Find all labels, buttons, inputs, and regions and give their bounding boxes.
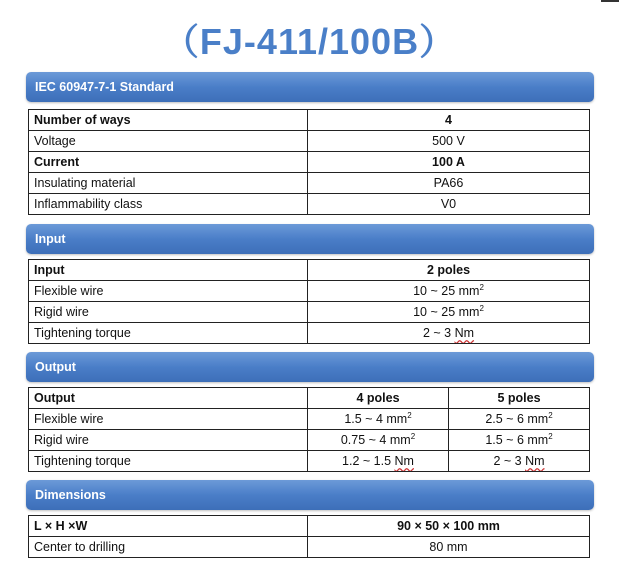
row-value: 0.75 ~ 4 $mm^2$	[308, 430, 449, 451]
row-value: 1.2 ~ 1.5 Nm	[308, 451, 449, 472]
row-value: 10 ~ 25 $mm^2$	[308, 302, 590, 323]
table-row	[29, 451, 590, 472]
table-row	[29, 302, 590, 323]
table-row	[29, 430, 590, 451]
row-value: 10 ~ 25 $mm^2$	[308, 281, 590, 302]
row-label: Flexible wire	[29, 281, 308, 302]
section-heading-output: Output	[35, 360, 76, 374]
row-label: Current	[29, 152, 308, 173]
table-row	[29, 388, 590, 409]
input-table	[28, 259, 590, 344]
section-heading-standard: IEC 60947-7-1 Standard	[35, 80, 174, 94]
table-row	[29, 323, 590, 344]
table-row	[29, 516, 590, 537]
row-value: 1.5 ~ 6 $mm^2$	[449, 430, 590, 451]
row-value: 500 V	[308, 131, 590, 152]
table-row	[29, 281, 590, 302]
section-header-input	[26, 224, 594, 254]
row-label: Number of ways	[29, 110, 308, 131]
row-label: Inflammability class	[29, 194, 308, 215]
row-label: Tightening torque	[29, 451, 308, 472]
row-label: L × H ×W	[29, 516, 308, 537]
table-row	[29, 131, 590, 152]
row-value: 4	[308, 110, 590, 131]
row-value: 1.5 ~ 4 $mm^2$	[308, 409, 449, 430]
section-heading-input: Input	[35, 232, 66, 246]
row-value: V0	[308, 194, 590, 215]
col-header: 4 poles	[308, 388, 449, 409]
row-value: 90 × 50 × 100 mm	[308, 516, 590, 537]
table-row	[29, 260, 590, 281]
row-value: 100 A	[308, 152, 590, 173]
table-row	[29, 194, 590, 215]
row-label: Output	[29, 388, 308, 409]
section-header-standard	[26, 72, 594, 102]
col-header: 5 poles	[449, 388, 590, 409]
row-label: Input	[29, 260, 308, 281]
table-row	[29, 537, 590, 558]
table-row	[29, 152, 590, 173]
row-label: Rigid wire	[29, 302, 308, 323]
table-row	[29, 110, 590, 131]
row-label: Center to drilling	[29, 537, 308, 558]
table-row	[29, 409, 590, 430]
output-table	[28, 387, 590, 472]
section-header-dimensions	[26, 480, 594, 510]
page-title: （FJ-411/100B）	[162, 21, 457, 62]
corner-mark	[601, 0, 619, 2]
section-heading-dimensions: Dimensions	[35, 488, 106, 502]
row-value: 2 poles	[308, 260, 590, 281]
row-label: Tightening torque	[29, 323, 308, 344]
row-label: Voltage	[29, 131, 308, 152]
row-value: 2 ~ 3 Nm	[308, 323, 590, 344]
row-label: Flexible wire	[29, 409, 308, 430]
standard-table	[28, 109, 590, 215]
row-label: Rigid wire	[29, 430, 308, 451]
row-value: PA66	[308, 173, 590, 194]
row-value: 2.5 ~ 6 $mm^2$	[449, 409, 590, 430]
dimensions-table	[28, 515, 590, 558]
table-row	[29, 173, 590, 194]
row-value: 80 mm	[308, 537, 590, 558]
row-value: 2 ~ 3 Nm	[449, 451, 590, 472]
row-label: Insulating material	[29, 173, 308, 194]
section-header-output	[26, 352, 594, 382]
